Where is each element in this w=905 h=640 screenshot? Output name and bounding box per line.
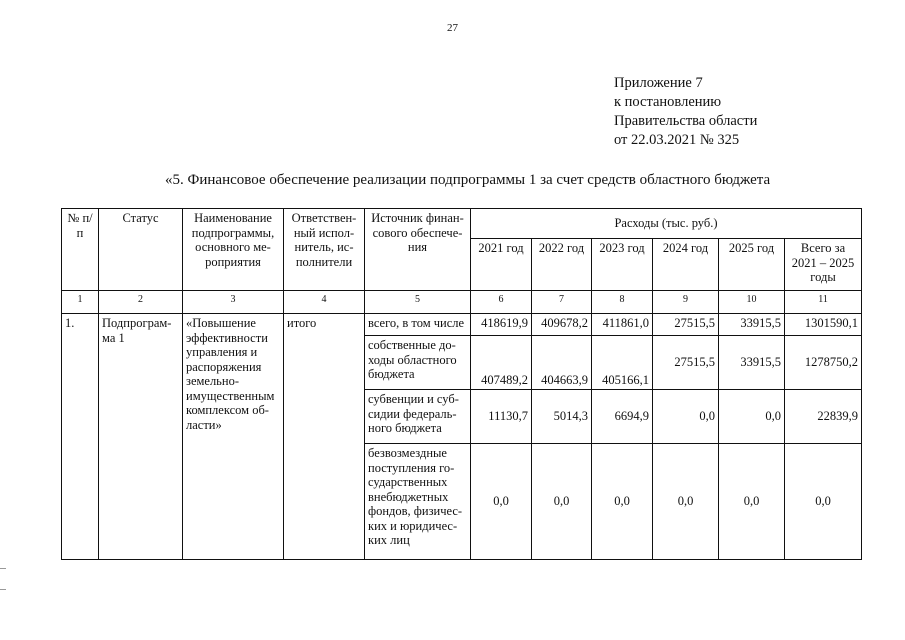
value-cell: 0,0 [653, 444, 719, 560]
header-row [62, 209, 862, 239]
header-year: 2025 год [719, 239, 785, 291]
value-cell: 27515,5 [653, 336, 719, 390]
value-cell: 0,0 [653, 390, 719, 444]
header-year: 2022 год [532, 239, 592, 291]
value-cell: 0,0 [471, 444, 532, 560]
value-cell: 0,0 [532, 444, 592, 560]
column-numbers-row [62, 291, 862, 314]
header-num: № п/п [62, 209, 99, 291]
row-responsible: итого [284, 314, 365, 560]
appendix-line: от 22.03.2021 № 325 [614, 132, 740, 148]
value-cell: 1301590,1 [785, 314, 862, 336]
value-cell: 405166,1 [592, 336, 653, 390]
header-name: Наименование подпрограммы, основного ме-роприятия [183, 209, 284, 291]
column-number: 6 [471, 291, 532, 314]
column-number: 7 [532, 291, 592, 314]
row-num: 1. [62, 314, 99, 560]
value-cell: 0,0 [719, 390, 785, 444]
header-responsible: Ответствен-ный испол-нитель, ис-полнители [284, 209, 365, 291]
column-number: 5 [365, 291, 471, 314]
table-row [62, 314, 862, 336]
source-label: безвозмездные поступления го-сударственных внебюджетных фондов, физичес-ких и юридичес-ких лиц [365, 444, 471, 560]
column-number: 11 [785, 291, 862, 314]
appendix-block [614, 74, 757, 150]
header-year: 2021 год [471, 239, 532, 291]
value-cell: 407489,2 [471, 336, 532, 390]
row-status: Подпрограм-ма 1 [99, 314, 183, 560]
header-total: Всего за 2021 – 2025 годы [785, 239, 862, 291]
value-cell: 33915,5 [719, 314, 785, 336]
column-number: 10 [719, 291, 785, 314]
source-label: субвенции и суб-сидии федераль-ного бюджета [365, 390, 471, 444]
value-cell: 418619,9 [471, 314, 532, 336]
appendix-line: Правительства области [614, 113, 758, 129]
appendix-line: Приложение 7 [614, 75, 703, 91]
value-cell: 27515,5 [653, 314, 719, 336]
value-cell: 5014,3 [532, 390, 592, 444]
appendix-line: к постановлению [614, 94, 722, 110]
header-year: 2024 год [653, 239, 719, 291]
budget-table [61, 208, 862, 560]
header-year: 2023 год [592, 239, 653, 291]
scan-edge-marks [0, 568, 6, 590]
value-cell: 11130,7 [471, 390, 532, 444]
value-cell: 411861,0 [592, 314, 653, 336]
value-cell: 0,0 [719, 444, 785, 560]
column-number: 8 [592, 291, 653, 314]
column-number: 4 [284, 291, 365, 314]
value-cell: 1278750,2 [785, 336, 862, 390]
header-expenses: Расходы (тыс. руб.) [471, 209, 862, 239]
value-cell: 6694,9 [592, 390, 653, 444]
value-cell: 22839,9 [785, 390, 862, 444]
value-cell: 0,0 [785, 444, 862, 560]
header-source: Источник финан-сового обеспече-ния [365, 209, 471, 291]
page-number: 27 [447, 22, 458, 34]
source-label: всего, в том числе [365, 314, 471, 336]
value-cell: 0,0 [592, 444, 653, 560]
source-label: собственные до-ходы областного бюджета [365, 336, 471, 390]
header-status: Статус [99, 209, 183, 291]
column-number: 1 [62, 291, 99, 314]
column-number: 3 [183, 291, 284, 314]
column-number: 2 [99, 291, 183, 314]
column-number: 9 [653, 291, 719, 314]
value-cell: 409678,2 [532, 314, 592, 336]
value-cell: 404663,9 [532, 336, 592, 390]
value-cell: 33915,5 [719, 336, 785, 390]
row-name: «Повышение эффективности управления и распоряжения земельно-имущественным комплексом об-ласти» [183, 314, 284, 560]
document-title: «5. Финансовое обеспечение реализации подпрограммы 1 за счет средств областного бюджета [165, 172, 771, 188]
